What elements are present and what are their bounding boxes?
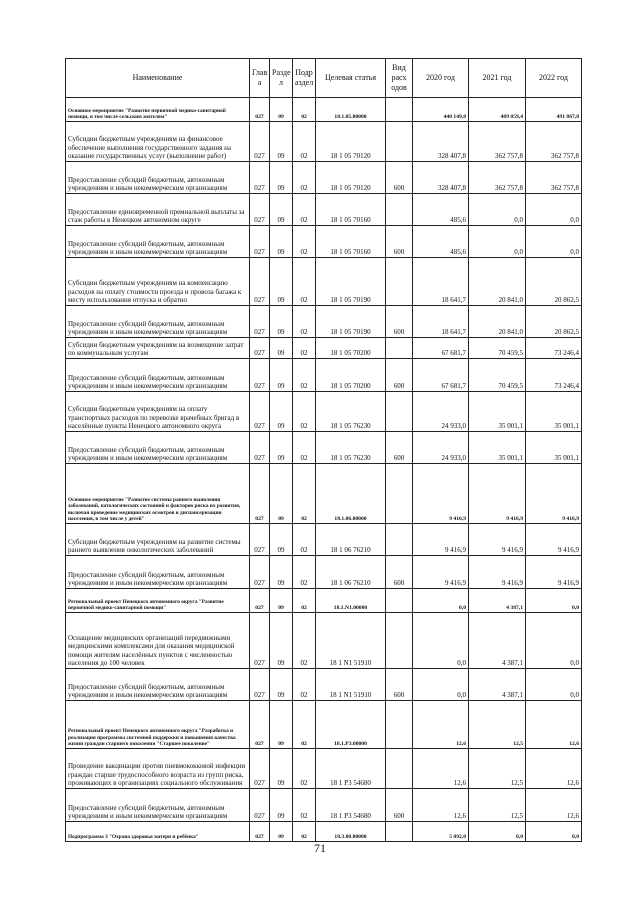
cell-razdel: 09 xyxy=(270,556,293,589)
cell-glava: 027 xyxy=(250,432,270,464)
cell-vr xyxy=(386,98,413,122)
cell-name: Субсидии бюджетным учреждениям на финансовое обеспечение выполнения государственного задания на оказание государственных услуг (выполнение работ) xyxy=(66,122,250,162)
header-razdel: Разде л xyxy=(270,59,293,98)
cell-name: Предоставление субсидий бюджетным, автономным учреждениям и иным некоммерческим организациям xyxy=(66,432,250,464)
cell-y2020: 12,6 xyxy=(413,701,469,749)
page-number: 71 xyxy=(314,841,326,855)
cell-razdel: 09 xyxy=(270,669,293,701)
cell-y2021: 4 387,1 xyxy=(469,613,526,669)
cell-y2020: 328 407,8 xyxy=(413,122,469,162)
table-row xyxy=(66,306,582,338)
cell-vr xyxy=(386,822,413,842)
cell-y2022: 35 001,1 xyxy=(526,392,582,432)
cell-razdel: 09 xyxy=(270,701,293,749)
cell-vr xyxy=(386,589,413,613)
header-glava: Глав а xyxy=(250,59,270,98)
cell-razdel: 09 xyxy=(270,749,293,789)
cell-glava: 027 xyxy=(250,589,270,613)
cell-name: Предоставление субсидий бюджетным, автономным учреждениям и иным некоммерческим организациям xyxy=(66,226,250,258)
cell-cs: 18.1.05.00000 xyxy=(316,98,386,122)
cell-podrazdel: 02 xyxy=(293,822,316,842)
cell-name: Субсидии бюджетным учреждениям на компенсацию расходов на оплату стоимости проезда и провоза багажа к месту использования отпуска и обратно xyxy=(66,258,250,306)
cell-glava: 027 xyxy=(250,258,270,306)
cell-razdel: 09 xyxy=(270,306,293,338)
table-row xyxy=(66,556,582,589)
cell-vr: 600 xyxy=(386,432,413,464)
cell-podrazdel: 02 xyxy=(293,524,316,556)
cell-y2021: 35 001,1 xyxy=(469,392,526,432)
cell-cs: 18 1 05 70200 xyxy=(316,359,386,392)
table-row xyxy=(66,432,582,464)
cell-vr: 600 xyxy=(386,162,413,194)
cell-cs: 18 1 05 70120 xyxy=(316,122,386,162)
cell-name: Основное мероприятие "Развитие системы раннего выявления заболеваний, патологических состояний и факторов риска их развития, включая проведение медицинских осмотров и диспансеризации населения, в том числе у детей" xyxy=(66,464,250,524)
cell-glava: 027 xyxy=(250,392,270,432)
cell-razdel: 09 xyxy=(270,613,293,669)
cell-razdel: 09 xyxy=(270,432,293,464)
cell-razdel: 09 xyxy=(270,258,293,306)
cell-y2020: 24 933,0 xyxy=(413,392,469,432)
cell-glava: 027 xyxy=(250,306,270,338)
cell-podrazdel: 02 xyxy=(293,392,316,432)
cell-podrazdel: 02 xyxy=(293,556,316,589)
cell-y2022: 0,0 xyxy=(526,822,582,842)
cell-podrazdel: 02 xyxy=(293,306,316,338)
cell-y2021: 9 416,9 xyxy=(469,556,526,589)
cell-razdel: 09 xyxy=(270,359,293,392)
cell-y2021: 20 841,0 xyxy=(469,258,526,306)
cell-glava: 027 xyxy=(250,359,270,392)
budget-table xyxy=(65,58,582,842)
cell-cs: 18 1 N1 51910 xyxy=(316,613,386,669)
cell-podrazdel: 02 xyxy=(293,162,316,194)
cell-glava: 027 xyxy=(250,194,270,226)
cell-name: Предоставление субсидий бюджетным, автономным учреждениям и иным некоммерческим организациям xyxy=(66,359,250,392)
cell-podrazdel: 02 xyxy=(293,613,316,669)
table-row xyxy=(66,749,582,789)
cell-y2020: 5 092,0 xyxy=(413,822,469,842)
cell-podrazdel: 02 xyxy=(293,98,316,122)
header-2022: 2022 год xyxy=(526,59,582,98)
header-2020: 2020 год xyxy=(413,59,469,98)
cell-vr xyxy=(386,258,413,306)
cell-vr xyxy=(386,524,413,556)
table-row xyxy=(66,392,582,432)
cell-y2020: 12,6 xyxy=(413,749,469,789)
cell-razdel: 09 xyxy=(270,589,293,613)
cell-y2021: 0,0 xyxy=(469,226,526,258)
table-row xyxy=(66,338,582,359)
header-podrazdel: Подр аздел xyxy=(293,59,316,98)
cell-y2022: 12,6 xyxy=(526,749,582,789)
cell-vr: 600 xyxy=(386,556,413,589)
cell-y2020: 9 416,9 xyxy=(413,464,469,524)
cell-razdel: 09 xyxy=(270,464,293,524)
cell-cs: 18 1 N1 51910 xyxy=(316,669,386,701)
header-row xyxy=(66,59,582,98)
table-row xyxy=(66,701,582,749)
cell-razdel: 09 xyxy=(270,194,293,226)
cell-name: Предоставление единовременной премиальной выплаты за стаж работы в Ненецком автономном округе xyxy=(66,194,250,226)
cell-y2022: 9 416,9 xyxy=(526,464,582,524)
table-row xyxy=(66,822,582,842)
cell-podrazdel: 02 xyxy=(293,589,316,613)
table-row xyxy=(66,464,582,524)
cell-y2022: 20 862,5 xyxy=(526,258,582,306)
cell-cs: 18 1 05 70190 xyxy=(316,306,386,338)
cell-y2021: 4 387,1 xyxy=(469,589,526,613)
cell-cs: 18 1 05 70120 xyxy=(316,162,386,194)
table-row xyxy=(66,359,582,392)
cell-y2022: 20 862,5 xyxy=(526,306,582,338)
table-row xyxy=(66,122,582,162)
cell-vr xyxy=(386,701,413,749)
cell-glava: 027 xyxy=(250,98,270,122)
cell-podrazdel: 02 xyxy=(293,669,316,701)
cell-name: Субсидии бюджетным учреждениям на развитие системы раннего выявления онкологических заболеваний xyxy=(66,524,250,556)
cell-vr: 600 xyxy=(386,359,413,392)
header-2021: 2021 год xyxy=(469,59,526,98)
cell-glava: 027 xyxy=(250,701,270,749)
cell-cs: 18 1 P3 54680 xyxy=(316,789,386,822)
table-row xyxy=(66,789,582,822)
cell-y2020: 67 681,7 xyxy=(413,359,469,392)
cell-y2022: 12,6 xyxy=(526,789,582,822)
cell-vr: 600 xyxy=(386,789,413,822)
cell-cs: 18 1 05 70190 xyxy=(316,258,386,306)
cell-name: Субсидии бюджетным учреждениям на возмещение затрат по коммунальным услугам xyxy=(66,338,250,359)
cell-glava: 027 xyxy=(250,613,270,669)
cell-y2021: 0,0 xyxy=(469,822,526,842)
cell-name: Оснащение медицинских организаций передвижными медицинскими комплексами для оказания медицинской помощи жителям населённых пунктов с численностью населения до 100 человек xyxy=(66,613,250,669)
cell-y2020: 485,6 xyxy=(413,226,469,258)
cell-y2020: 0,0 xyxy=(413,613,469,669)
cell-cs: 18.1.P3.00000 xyxy=(316,701,386,749)
table-row xyxy=(66,162,582,194)
cell-glava: 027 xyxy=(250,226,270,258)
cell-vr xyxy=(386,464,413,524)
cell-name: Региональный проект Ненецкого автономного округа "Разработка и реализация программы системной поддержки и повышения качества жизни граждан старшего поколения "Старшее поколение" xyxy=(66,701,250,749)
header-target: Целевая статья xyxy=(316,59,386,98)
cell-vr xyxy=(386,613,413,669)
cell-y2022: 362 757,8 xyxy=(526,162,582,194)
cell-y2020: 440 149,8 xyxy=(413,98,469,122)
cell-name: Основное мероприятие "Развитие первичной медико-санитарной помощи, в том числе сельским жителям" xyxy=(66,98,250,122)
cell-y2021: 70 459,5 xyxy=(469,338,526,359)
table-row xyxy=(66,613,582,669)
cell-name: Предоставление субсидий бюджетным, автономным учреждениям и иным некоммерческим организациям xyxy=(66,306,250,338)
cell-y2022: 362 757,8 xyxy=(526,122,582,162)
cell-name: Проведение вакцинации против пневмококковой инфекции граждан старше трудоспособного возраста из групп риска, проживающих в организациях социального обслуживания xyxy=(66,749,250,789)
cell-name: Субсидии бюджетным учреждениям на оплату транспортных расходов по перевозке врачебных бригад в населённые пункты Ненецкого автономного округа xyxy=(66,392,250,432)
cell-y2021: 489 059,4 xyxy=(469,98,526,122)
table-row xyxy=(66,669,582,701)
table-row xyxy=(66,226,582,258)
cell-vr: 600 xyxy=(386,669,413,701)
cell-podrazdel: 02 xyxy=(293,701,316,749)
cell-y2021: 362 757,8 xyxy=(469,122,526,162)
table-row xyxy=(66,194,582,226)
cell-name: Предоставление субсидий бюджетным, автономным учреждениям и иным некоммерческим организациям xyxy=(66,556,250,589)
cell-cs: 18 1 05 70200 xyxy=(316,338,386,359)
cell-y2022: 12,6 xyxy=(526,701,582,749)
cell-y2022: 73 246,4 xyxy=(526,359,582,392)
cell-razdel: 09 xyxy=(270,789,293,822)
cell-glava: 027 xyxy=(250,822,270,842)
cell-y2021: 70 459,5 xyxy=(469,359,526,392)
cell-y2021: 35 001,1 xyxy=(469,432,526,464)
cell-cs: 18 1 06 76210 xyxy=(316,524,386,556)
cell-y2020: 0,0 xyxy=(413,669,469,701)
cell-vr: 600 xyxy=(386,226,413,258)
cell-name: Предоставление субсидий бюджетным, автономным учреждениям и иным некоммерческим организациям xyxy=(66,669,250,701)
cell-y2022: 491 867,8 xyxy=(526,98,582,122)
cell-cs: 18 1 P3 54680 xyxy=(316,749,386,789)
header-name: Наименование xyxy=(66,59,250,98)
cell-y2022: 0,0 xyxy=(526,194,582,226)
cell-cs: 18 1 05 70160 xyxy=(316,194,386,226)
cell-y2022: 73 246,4 xyxy=(526,338,582,359)
cell-podrazdel: 02 xyxy=(293,789,316,822)
cell-cs: 18.1.N1.00000 xyxy=(316,589,386,613)
cell-vr: 600 xyxy=(386,306,413,338)
cell-glava: 027 xyxy=(250,556,270,589)
cell-y2021: 9 416,9 xyxy=(469,464,526,524)
cell-name: Подпрограмма 3 "Охрана здоровья матери и ребёнка" xyxy=(66,822,250,842)
cell-podrazdel: 02 xyxy=(293,258,316,306)
cell-y2021: 0,0 xyxy=(469,194,526,226)
cell-podrazdel: 02 xyxy=(293,432,316,464)
cell-y2020: 485,6 xyxy=(413,194,469,226)
cell-y2021: 20 841,0 xyxy=(469,306,526,338)
cell-y2020: 18 641,7 xyxy=(413,306,469,338)
cell-glava: 027 xyxy=(250,464,270,524)
cell-y2020: 9 416,9 xyxy=(413,524,469,556)
cell-cs: 18 1 05 70160 xyxy=(316,226,386,258)
cell-podrazdel: 02 xyxy=(293,122,316,162)
cell-y2021: 12,5 xyxy=(469,789,526,822)
cell-name: Предоставление субсидий бюджетным, автономным учреждениям и иным некоммерческим организациям xyxy=(66,789,250,822)
cell-y2022: 0,0 xyxy=(526,669,582,701)
cell-vr xyxy=(386,749,413,789)
cell-vr xyxy=(386,392,413,432)
cell-y2020: 24 933,0 xyxy=(413,432,469,464)
cell-glava: 027 xyxy=(250,789,270,822)
cell-glava: 027 xyxy=(250,669,270,701)
cell-y2020: 18 641,7 xyxy=(413,258,469,306)
cell-razdel: 09 xyxy=(270,524,293,556)
cell-glava: 027 xyxy=(250,162,270,194)
cell-y2022: 9 416,9 xyxy=(526,556,582,589)
table-row xyxy=(66,258,582,306)
cell-cs: 18 1 06 76210 xyxy=(316,556,386,589)
table-row xyxy=(66,98,582,122)
cell-razdel: 09 xyxy=(270,822,293,842)
cell-podrazdel: 02 xyxy=(293,749,316,789)
cell-razdel: 09 xyxy=(270,338,293,359)
cell-cs: 18.3.00.00000 xyxy=(316,822,386,842)
cell-cs: 18 1 05 76230 xyxy=(316,392,386,432)
cell-podrazdel: 02 xyxy=(293,359,316,392)
cell-podrazdel: 02 xyxy=(293,194,316,226)
cell-podrazdel: 02 xyxy=(293,226,316,258)
cell-podrazdel: 02 xyxy=(293,338,316,359)
cell-cs: 18 1 05 76230 xyxy=(316,432,386,464)
cell-y2020: 67 681,7 xyxy=(413,338,469,359)
cell-razdel: 09 xyxy=(270,98,293,122)
table-row xyxy=(66,589,582,613)
cell-y2020: 328 407,8 xyxy=(413,162,469,194)
cell-y2021: 12,5 xyxy=(469,701,526,749)
cell-glava: 027 xyxy=(250,122,270,162)
cell-y2020: 9 416,9 xyxy=(413,556,469,589)
cell-y2022: 9 416,9 xyxy=(526,524,582,556)
cell-y2021: 9 416,9 xyxy=(469,524,526,556)
cell-razdel: 09 xyxy=(270,162,293,194)
cell-y2022: 0,0 xyxy=(526,589,582,613)
cell-vr xyxy=(386,338,413,359)
cell-y2021: 12,5 xyxy=(469,749,526,789)
cell-y2020: 12,6 xyxy=(413,789,469,822)
cell-y2021: 4 387,1 xyxy=(469,669,526,701)
cell-name: Региональный проект Ненецкого автономного округа "Развитие первичной медико-санитарной помощи" xyxy=(66,589,250,613)
header-expense-type: Вид расх одов xyxy=(386,59,413,98)
cell-y2022: 0,0 xyxy=(526,613,582,669)
table-row xyxy=(66,524,582,556)
cell-name: Предоставление субсидий бюджетным, автономным учреждениям и иным некоммерческим организациям xyxy=(66,162,250,194)
cell-razdel: 09 xyxy=(270,122,293,162)
cell-vr xyxy=(386,194,413,226)
cell-podrazdel: 02 xyxy=(293,464,316,524)
cell-razdel: 09 xyxy=(270,392,293,432)
cell-vr xyxy=(386,122,413,162)
cell-glava: 027 xyxy=(250,338,270,359)
cell-y2022: 35 001,1 xyxy=(526,432,582,464)
cell-cs: 18.1.06.00000 xyxy=(316,464,386,524)
cell-y2020: 0,0 xyxy=(413,589,469,613)
cell-y2021: 362 757,8 xyxy=(469,162,526,194)
cell-glava: 027 xyxy=(250,524,270,556)
cell-razdel: 09 xyxy=(270,226,293,258)
cell-y2022: 0,0 xyxy=(526,226,582,258)
cell-glava: 027 xyxy=(250,749,270,789)
